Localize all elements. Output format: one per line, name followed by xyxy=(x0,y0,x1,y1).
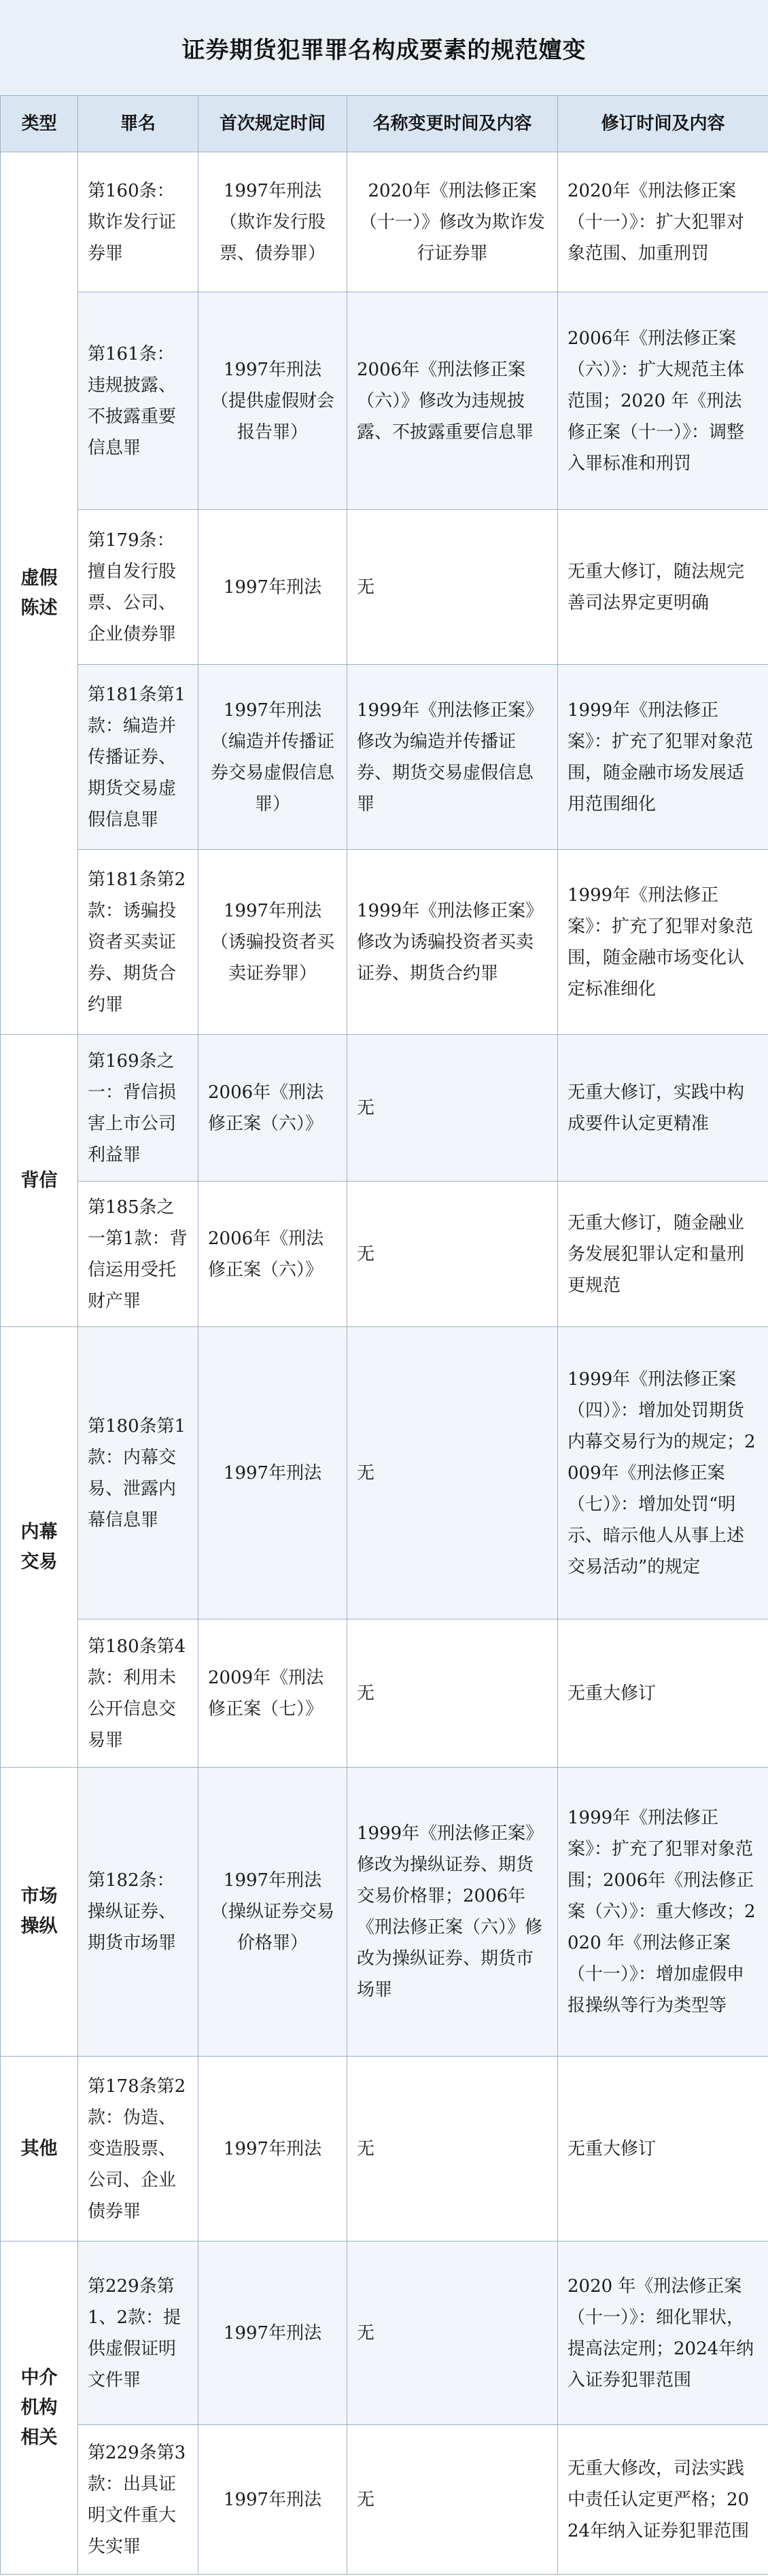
first-cell: 1997年刑法（操纵证券交易价格罪） xyxy=(198,1768,347,2057)
table-row xyxy=(1,1768,768,2057)
first-cell: 1997年刑法 xyxy=(198,510,347,665)
revision-cell: 1999年《刑法修正案》：扩充了犯罪对象范围，随金融市场发展适用范围细化 xyxy=(558,665,768,850)
revision-cell: 1999年《刑法修正案（四）》：增加处罚期货内幕交易行为的规定；2009年《刑法修正案（七）》：增加处罚“明示、暗示他人从事上述交易活动”的规定 xyxy=(558,1327,768,1619)
table-row xyxy=(1,665,768,850)
revision-cell: 无重大修订，随法规完善司法界定更明确 xyxy=(558,510,768,665)
title-bar xyxy=(0,0,768,95)
rename-cell: 2006年《刑法修正案（六）》修改为违规披露、不披露重要信息罪 xyxy=(347,292,558,510)
crime-cell: 第182条：操纵证券、期货市场罪 xyxy=(78,1768,198,2057)
rename-cell: 1999年《刑法修正案》修改为诱骗投资者买卖证券、期货合约罪 xyxy=(347,850,558,1035)
rename-cell: 无 xyxy=(347,2242,558,2425)
crime-cell: 第180条第4款：利用未公开信息交易罪 xyxy=(78,1619,198,1768)
first-cell: 1997年刑法 xyxy=(198,1327,347,1619)
crime-cell: 第179条：擅自发行股票、公司、企业债券罪 xyxy=(78,510,198,665)
revision-cell: 2020 年《刑法修正案（十一）》：细化罪状，提高法定刑；2024年纳入证券犯罪范围 xyxy=(558,2242,768,2425)
rename-cell: 1999年《刑法修正案》修改为编造并传播证券、期货交易虚假信息罪 xyxy=(347,665,558,850)
revision-cell: 无重大修改，司法实践中责任认定更严格；2024年纳入证券犯罪范围 xyxy=(558,2425,768,2575)
revision-cell: 2006年《刑法修正案（六）》：扩大规范主体范围；2020 年《刑法修正案（十一）》：调整入罪标准和刑罚 xyxy=(558,292,768,510)
crime-cell: 第178条第2款：伪造、变造股票、公司、企业债券罪 xyxy=(78,2057,198,2242)
table-row xyxy=(1,292,768,510)
first-cell: 1997年刑法（提供虚假财会报告罪） xyxy=(198,292,347,510)
crime-cell: 第181条第2款：诱骗投资者买卖证券、期货合约罪 xyxy=(78,850,198,1035)
crime-cell: 第185条之一第1款：背信运用受托财产罪 xyxy=(78,1182,198,1327)
table-row xyxy=(1,2242,768,2425)
first-cell: 2006年《刑法修正案（六）》 xyxy=(198,1182,347,1327)
first-cell: 2009年《刑法修正案（七）》 xyxy=(198,1619,347,1768)
crime-cell: 第229条第3款：出具证明文件重大失实罪 xyxy=(78,2425,198,2575)
first-cell: 1997年刑法 xyxy=(198,2425,347,2575)
revision-cell: 1999年《刑法修正案》：扩充了犯罪对象范围；2006年《刑法修正案（六）》：重大修改；2020 年《刑法修正案（十一）》：增加虚假申报操纵等行为类型等 xyxy=(558,1768,768,2057)
rename-cell: 无 xyxy=(347,1182,558,1327)
table-row xyxy=(1,1035,768,1182)
type-cell: 内幕交易 xyxy=(1,1327,78,1768)
crime-table xyxy=(0,95,768,2575)
rename-cell: 无 xyxy=(347,1619,558,1768)
first-cell: 1997年刑法（欺诈发行股票、债券罪） xyxy=(198,152,347,292)
table-row xyxy=(1,152,768,292)
type-cell: 背信 xyxy=(1,1035,78,1327)
crime-cell: 第181条第1款：编造并传播证券、期货交易虚假信息罪 xyxy=(78,665,198,850)
header-row xyxy=(1,96,768,152)
first-cell: 1997年刑法（诱骗投资者买卖证券罪） xyxy=(198,850,347,1035)
table-row xyxy=(1,2425,768,2575)
header-revision: 修订时间及内容 xyxy=(558,96,768,152)
rename-cell: 无 xyxy=(347,510,558,665)
header-type: 类型 xyxy=(1,96,78,152)
header-crime: 罪名 xyxy=(78,96,198,152)
table-row xyxy=(1,1182,768,1327)
first-cell: 1997年刑法 xyxy=(198,2242,347,2425)
type-cell: 中介机构相关 xyxy=(1,2242,78,2575)
crime-cell: 第169条之一：背信损害上市公司利益罪 xyxy=(78,1035,198,1182)
revision-cell: 无重大修订 xyxy=(558,2057,768,2242)
table-row xyxy=(1,1619,768,1768)
crime-cell: 第229条第1、2款：提供虚假证明文件罪 xyxy=(78,2242,198,2425)
first-cell: 1997年刑法（编造并传播证券交易虚假信息罪） xyxy=(198,665,347,850)
rename-cell: 1999年《刑法修正案》修改为操纵证券、期货交易价格罪；2006年《刑法修正案（六）》修改为操纵证券、期货市场罪 xyxy=(347,1768,558,2057)
first-cell: 2006年《刑法修正案（六）》 xyxy=(198,1035,347,1182)
table-row xyxy=(1,850,768,1035)
table-row xyxy=(1,1327,768,1619)
first-cell: 1997年刑法 xyxy=(198,2057,347,2242)
type-cell: 虚假陈述 xyxy=(1,152,78,1035)
header-first: 首次规定时间 xyxy=(198,96,347,152)
revision-cell: 无重大修订，随金融业务发展犯罪认定和量刑更规范 xyxy=(558,1182,768,1327)
revision-cell: 1999年《刑法修正案》：扩充了犯罪对象范围，随金融市场变化认定标准细化 xyxy=(558,850,768,1035)
type-cell: 市场操纵 xyxy=(1,1768,78,2057)
revision-cell: 无重大修订 xyxy=(558,1619,768,1768)
rename-cell: 无 xyxy=(347,1327,558,1619)
table-row xyxy=(1,510,768,665)
page-title: 证券期货犯罪罪名构成要素的规范嬗变 xyxy=(181,36,587,64)
type-cell: 其他 xyxy=(1,2057,78,2242)
revision-cell: 无重大修订，实践中构成要件认定更精准 xyxy=(558,1035,768,1182)
rename-cell: 无 xyxy=(347,2425,558,2575)
crime-cell: 第180条第1款：内幕交易、泄露内幕信息罪 xyxy=(78,1327,198,1619)
table-row xyxy=(1,2057,768,2242)
rename-cell: 无 xyxy=(347,1035,558,1182)
header-rename: 名称变更时间及内容 xyxy=(347,96,558,152)
rename-cell: 2020年《刑法修正案（十一）》修改为欺诈发行证券罪 xyxy=(347,152,558,292)
crime-cell: 第161条：违规披露、不披露重要信息罪 xyxy=(78,292,198,510)
crime-cell: 第160条：欺诈发行证券罪 xyxy=(78,152,198,292)
revision-cell: 2020年《刑法修正案（十一）》：扩大犯罪对象范围、加重刑罚 xyxy=(558,152,768,292)
rename-cell: 无 xyxy=(347,2057,558,2242)
